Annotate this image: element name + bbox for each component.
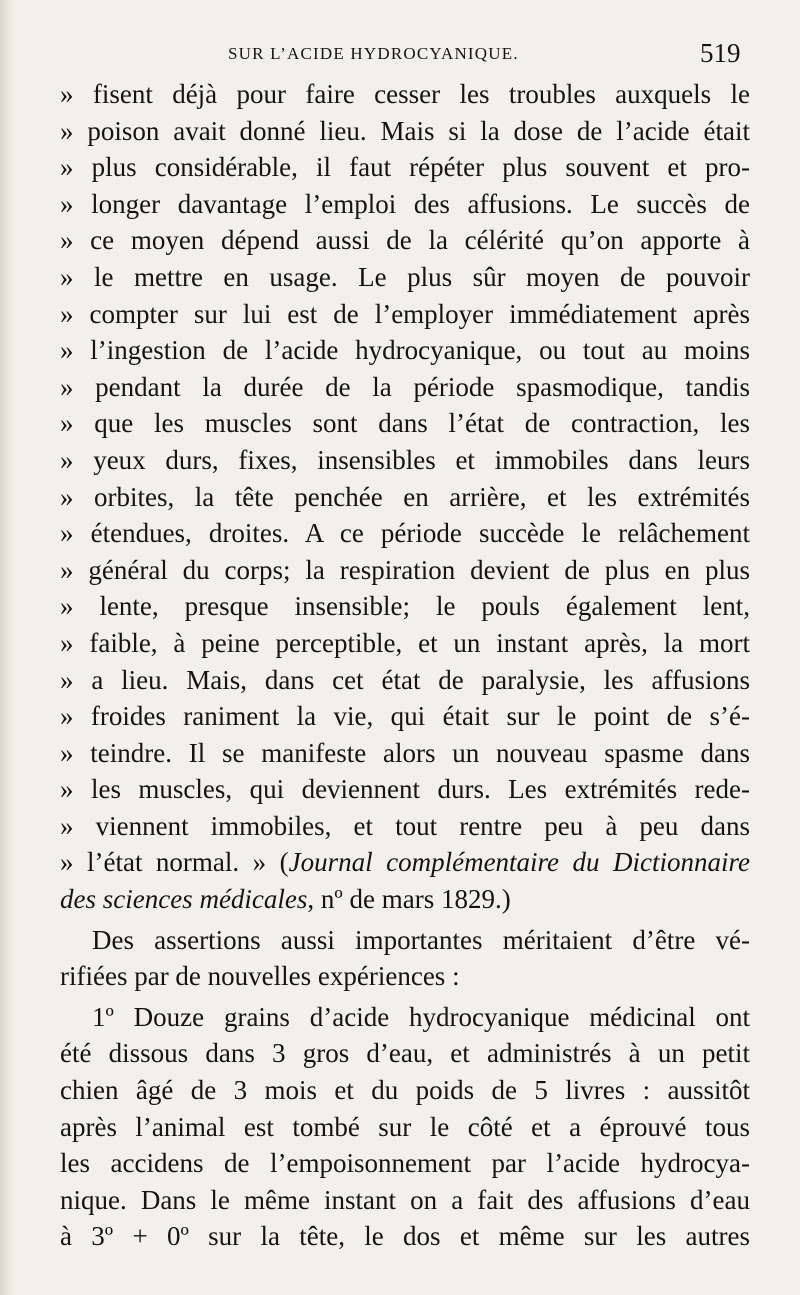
- text-line: » que les muscles sont dans l’état de contraction, les: [60, 408, 750, 439]
- citation-line-end: [60, 881, 750, 918]
- paragraph-line: Des assertions aussi importantes méritaient d’être vé-: [92, 924, 750, 955]
- paragraph-line: les accidens de l’empoisonnement par l’acide hydrocya-: [60, 1148, 750, 1179]
- text-line: » le mettre en usage. Le plus sûr moyen de pouvoir: [60, 261, 750, 292]
- page-number: 519: [700, 38, 741, 68]
- text-line: » lente, presque insensible; le pouls également lent,: [60, 591, 750, 622]
- text-line: » yeux durs, fixes, insensibles et immobiles dans leurs: [60, 444, 750, 475]
- text-line: » froides raniment la vie, qui était sur le point de s’é-: [60, 701, 750, 732]
- citation-journal-subtitle: des sciences médicales: [60, 884, 308, 915]
- paragraph-line: chien âgé de 3 mois et du poids de 5 livres : aussitôt: [60, 1075, 750, 1106]
- paragraph-line: après l’animal est tombé sur le côté et a éprouvé tous: [60, 1111, 750, 1142]
- running-title: SUR L’ACIDE HYDROCYANIQUE.: [228, 44, 519, 63]
- text-line: » faible, à peine perceptible, et un instant après, la mort: [60, 627, 750, 658]
- citation-lead-text: » l’état normal. » (: [60, 847, 289, 878]
- citation-journal-title: Journal complémentaire du Dictionnaire: [288, 847, 750, 878]
- text-line: » longer davantage l’emploi des affusions. Le succès de: [60, 188, 750, 219]
- text-line: » pendant la durée de la période spasmodique, tandis: [60, 371, 750, 402]
- text-line: » plus considérable, il faut répéter plus souvent et pro-: [60, 152, 750, 183]
- page-gutter-shadow: [0, 0, 14, 1295]
- citation-line: [60, 844, 750, 881]
- paragraph-line: à 3º + 0º sur la tête, le dos et même sur les autres: [60, 1221, 750, 1252]
- paragraph-line: 1º Douze grains d’acide hydrocyanique médicinal ont: [92, 1001, 750, 1032]
- text-line: » compter sur lui est de l’employer immédiatement après: [60, 298, 750, 329]
- text-line: » ce moyen dépend aussi de la célérité qu’on apporte à: [60, 225, 750, 256]
- text-line: » orbites, la tête penchée en arrière, et les extrémités: [60, 481, 750, 512]
- text-line: » général du corps; la respiration devient de plus en plus: [60, 554, 750, 585]
- paragraph-line: nique. Dans le même instant on a fait des affusions d’eau: [60, 1184, 750, 1215]
- text-line: » l’ingestion de l’acide hydrocyanique, ou tout au moins: [60, 335, 750, 366]
- text-line: » les muscles, qui deviennent durs. Les extrémités rede-: [60, 774, 750, 805]
- text-line: » poison avait donné lieu. Mais si la dose de l’acide était: [60, 115, 750, 146]
- paragraph-line: été dissous dans 3 gros d’eau, et administrés à un petit: [60, 1038, 750, 1069]
- citation-date: , nº de mars 1829.): [307, 884, 511, 915]
- text-line: » fisent déjà pour faire cesser les troubles auxquels le: [60, 79, 750, 109]
- body-text: [60, 76, 750, 1255]
- text-line: » a lieu. Mais, dans cet état de paralysie, les affusions: [60, 664, 750, 695]
- text-line: » viennent immobiles, et tout rentre peu à peu dans: [60, 810, 750, 841]
- paragraph-line: rifiées par de nouvelles expériences :: [60, 961, 460, 992]
- text-line: » étendues, droites. A ce période succède le relâchement: [60, 518, 750, 549]
- text-line: » teindre. Il se manifeste alors un nouveau spasme dans: [60, 737, 750, 768]
